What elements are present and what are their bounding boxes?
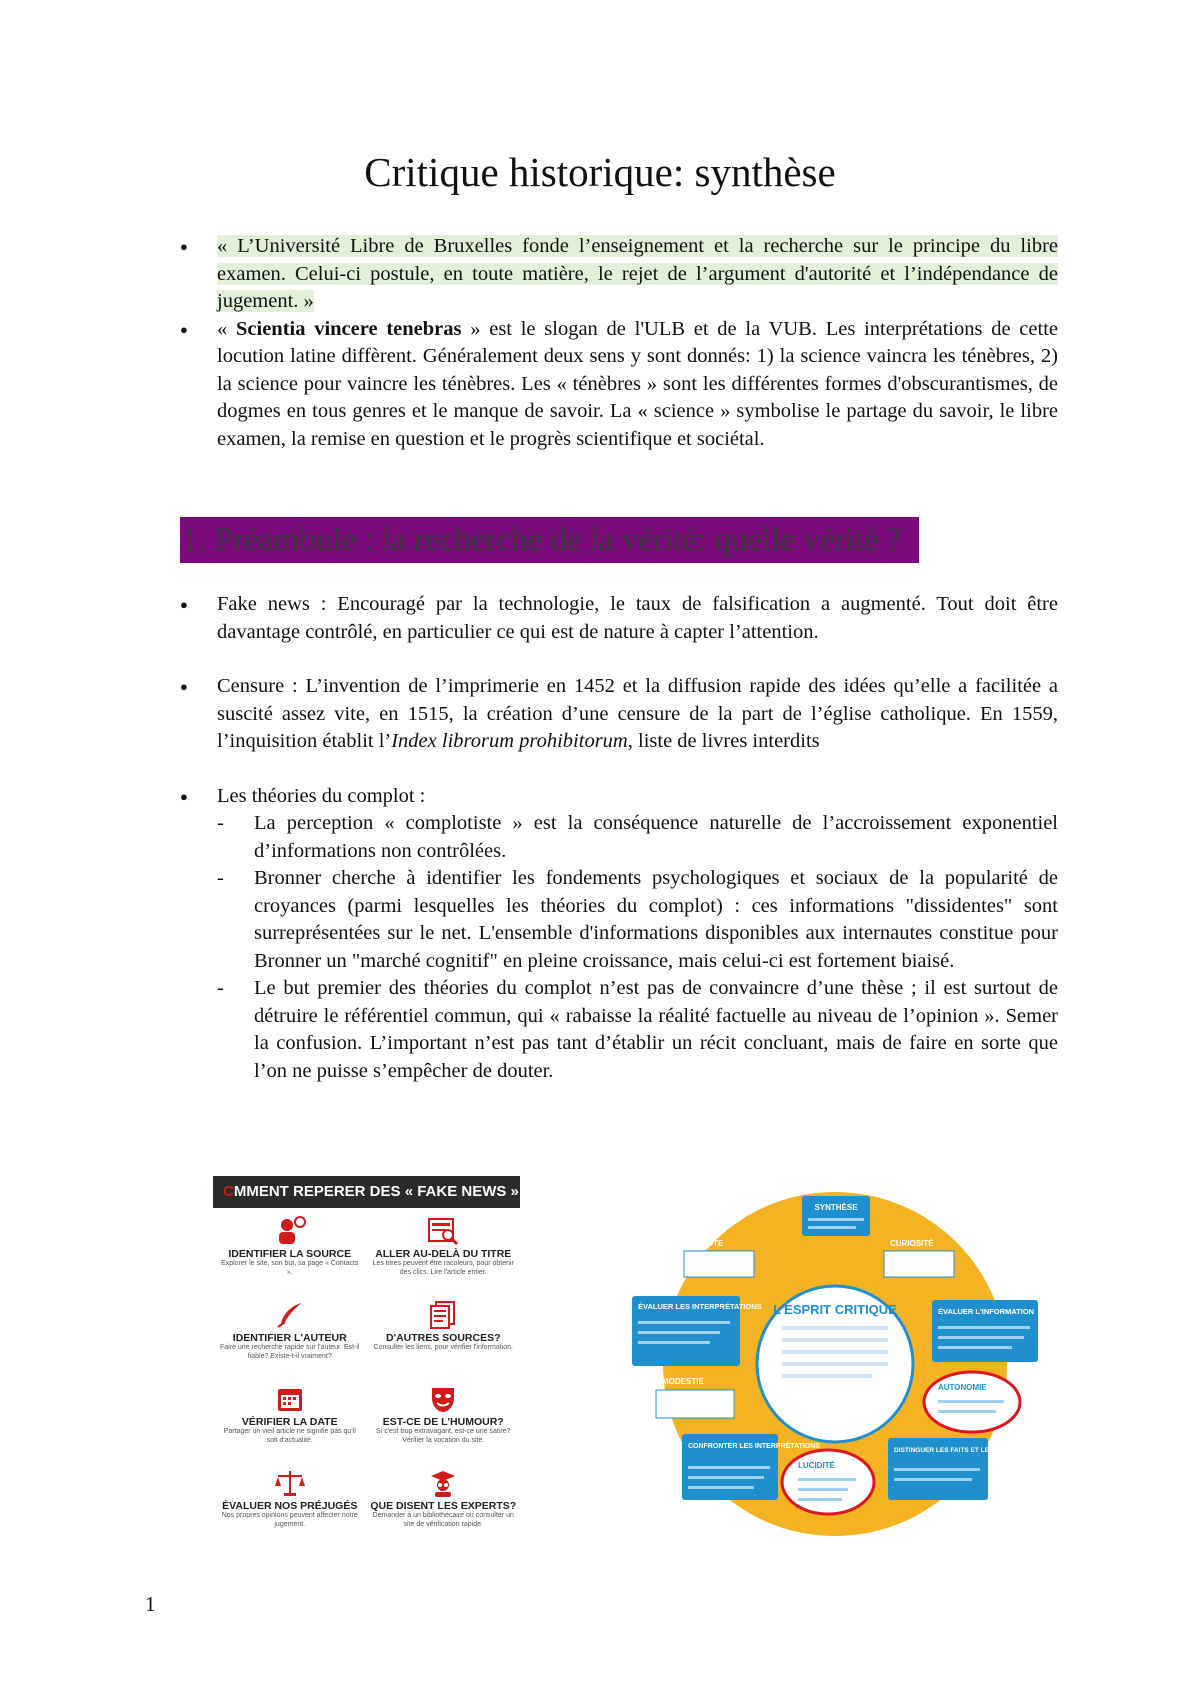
complot-heading: ● Les théories du complot :	[217, 784, 426, 807]
motto-phrase: Scientia vincere tenebras	[236, 317, 462, 340]
motto-item	[180, 316, 1058, 454]
tile-desc: Explorer le site, son but, sa page « Contacts ».	[221, 1260, 359, 1276]
section-heading: 1. Préambule : la recherche de la vérité: quelle vérité ?	[180, 517, 919, 563]
box-synthese	[802, 1196, 870, 1236]
tile-headline	[367, 1214, 521, 1298]
documents-icon	[426, 1300, 460, 1330]
esprit-critique-diagram	[632, 1176, 1056, 1546]
title-rest: MMENT REPERER DES « FAKE NEWS »	[233, 1183, 519, 1200]
tile-title: IDENTIFIER LA SOURCE	[228, 1248, 352, 1260]
tile-title: IDENTIFIER L'AUTEUR	[232, 1332, 347, 1344]
list-item: - La perception « complotiste » est la conséquence naturelle de l’accroissement exponentiel d’informations non contrôlées.	[217, 810, 1058, 865]
mask-icon	[426, 1384, 460, 1414]
index-title: Index librorum prohibitorum	[391, 730, 628, 752]
censure-item	[180, 673, 1058, 756]
tile-other-sources	[367, 1298, 521, 1382]
scales-icon	[273, 1468, 307, 1498]
calendar-icon	[273, 1384, 307, 1414]
censure-bullets	[180, 673, 1058, 756]
tile-desc: Demander à un bibliothécaire ou consulter un site de vérification rapide.	[372, 1512, 514, 1528]
infographic-title	[213, 1176, 520, 1208]
label-modestie: MODESTIE	[662, 1377, 704, 1386]
tile-date	[213, 1382, 367, 1466]
label-confronter: CONFRONTER LES INTERPRÉTATIONS	[688, 1443, 820, 1450]
complot-bullets	[180, 783, 1058, 1086]
list-item: - Bronner cherche à identifier les fondements psychologiques et sociaux de la popularité de croyances (parmi lesquelles les théories du complot) : ces informations "dissidentes" sont surreprésentées sur le net. L'ensemble d'informations disponibles aux internautes constitue pour Bronner un "marché cognitif" en pleine croissance, mais celui-ci est fortement biaisé.	[217, 865, 1058, 975]
list-item: - Le but premier des théories du complot n’est pas de convaincre d’une thèse ; il est surtout de détruire le référentiel commun, qui « rabaisse la réalité factuelle au niveau de l’opinion ». Semer la confusion. L’important n’est pas tant d’établir un récit concluant, mais de faire en sorte que l’on ne puisse s’empêcher de douter.	[217, 975, 1058, 1085]
tile-title: D'AUTRES SOURCES?	[385, 1332, 501, 1344]
tile-desc: Les titres peuvent être racoleurs, pour obtenir des clics. Lire l'article entier.	[372, 1260, 514, 1276]
tile-desc: Faire une recherche rapide sur l'auteur. Est-il fiable? Existe-t-il vraiment?	[220, 1344, 360, 1360]
tile-title: QUE DISENT LES EXPERTS?	[370, 1500, 517, 1512]
motto-open: «	[217, 317, 236, 340]
ulb-quote: « L’Université Libre de Bruxelles fonde l’enseignement et la recherche sur le principe du libre examen. Celui-ci postule, en toute matière, le rejet de l’argument d'autorité et l’indépendance de jugement. »	[217, 235, 1058, 312]
tile-prejudices	[213, 1466, 367, 1550]
tile-desc: Si c'est trop extravagant, est-ce une satire? Vérifier la vocation du site.	[376, 1428, 511, 1444]
label-distinguer: DISTINGUER LES FAITS ET LES INTERPRÉTATIONS	[894, 1447, 1056, 1454]
label-ecoute: ÉCOUTE	[690, 1239, 724, 1248]
intro-bullets	[180, 233, 1058, 453]
tile-desc: Nos propres opinions peuvent affecter notre jugement.	[221, 1512, 358, 1528]
complot-points	[217, 810, 1058, 1085]
headline-icon	[426, 1216, 460, 1246]
page-title: Critique historique: synthèse	[364, 149, 836, 195]
intro-quote-item	[180, 233, 1058, 316]
page-number: 1	[145, 1592, 156, 1616]
motto-text: » est le slogan de l'ULB et de la VUB. Les interprétations de cette locution latine diffèrent. Généralement deux sens y sont donnés: 1) la science vaincra les ténèbres, 2) la science pour vaincre les ténèbres. Les « ténèbres » sont les différentes formes d'obscurantismes, de dogmes en tous genres et le manque de savoir. La « science » symbolise le partage du savoir, le libre examen, la remise en question et le progrès scientifique et sociétal.	[217, 317, 1058, 450]
tile-experts	[367, 1466, 521, 1550]
tile-title: ALLER AU-DELÀ DU TITRE	[375, 1248, 512, 1260]
censure-end: , liste de livres interdits	[627, 730, 820, 752]
preamble-bullets	[180, 591, 1058, 646]
source-icon	[273, 1216, 307, 1246]
preamble-section	[180, 591, 1058, 1085]
intro-section	[180, 233, 1058, 453]
label-evaluer-interp: ÉVALUER LES INTERPRÉTATIONS	[638, 1302, 762, 1311]
tile-desc: Partager un vieil article ne signifie pas qu'il soit d'actualité.	[223, 1428, 356, 1444]
center-title: L'ESPRIT CRITIQUE	[773, 1302, 897, 1317]
label-synthese: SYNTHÈSE	[814, 1203, 858, 1212]
quill-icon	[273, 1300, 307, 1330]
complot-item	[180, 783, 1058, 1086]
infographic-grid	[213, 1208, 520, 1550]
fake-news-infographic	[213, 1176, 520, 1546]
label-lucidite: LUCIDITÉ	[798, 1461, 835, 1470]
expert-icon	[426, 1468, 460, 1498]
label-evaluer-info: ÉVALUER L'INFORMATION	[938, 1307, 1035, 1316]
tile-author	[213, 1298, 367, 1382]
label-autonomie: AUTONOMIE	[938, 1383, 987, 1392]
tile-source	[213, 1214, 367, 1298]
tile-title: EST-CE DE L'HUMOUR?	[382, 1416, 504, 1428]
tile-humour	[367, 1382, 521, 1466]
esprit-critique-infographic	[632, 1176, 1056, 1546]
censure-text: Censure : L’invention de l’imprimerie en 1452 et la diffusion rapide des idées qu’elle a facilitée a suscité assez vite, en 1515, la création d’une censure de la part de l’église catholique. En 1559, l’inquisition établit l’	[217, 675, 1058, 752]
tile-title: ÉVALUER NOS PRÉJUGÉS	[222, 1500, 358, 1512]
highlight-lucidite	[782, 1450, 874, 1514]
tile-title: VÉRIFIER LA DATE	[241, 1416, 338, 1428]
fake-news-item: ● Fake news : Encouragé par la technologie, le taux de falsification a augmenté. Tout doit être davantage contrôlé, en particulier ce qui est de nature à capter l’attention.	[180, 591, 1058, 646]
tile-desc: Consulter les liens, pour vérifier l'information.	[373, 1344, 513, 1351]
label-curiosite: CURIOSITÉ	[890, 1239, 934, 1248]
title-lead: C	[223, 1183, 234, 1200]
